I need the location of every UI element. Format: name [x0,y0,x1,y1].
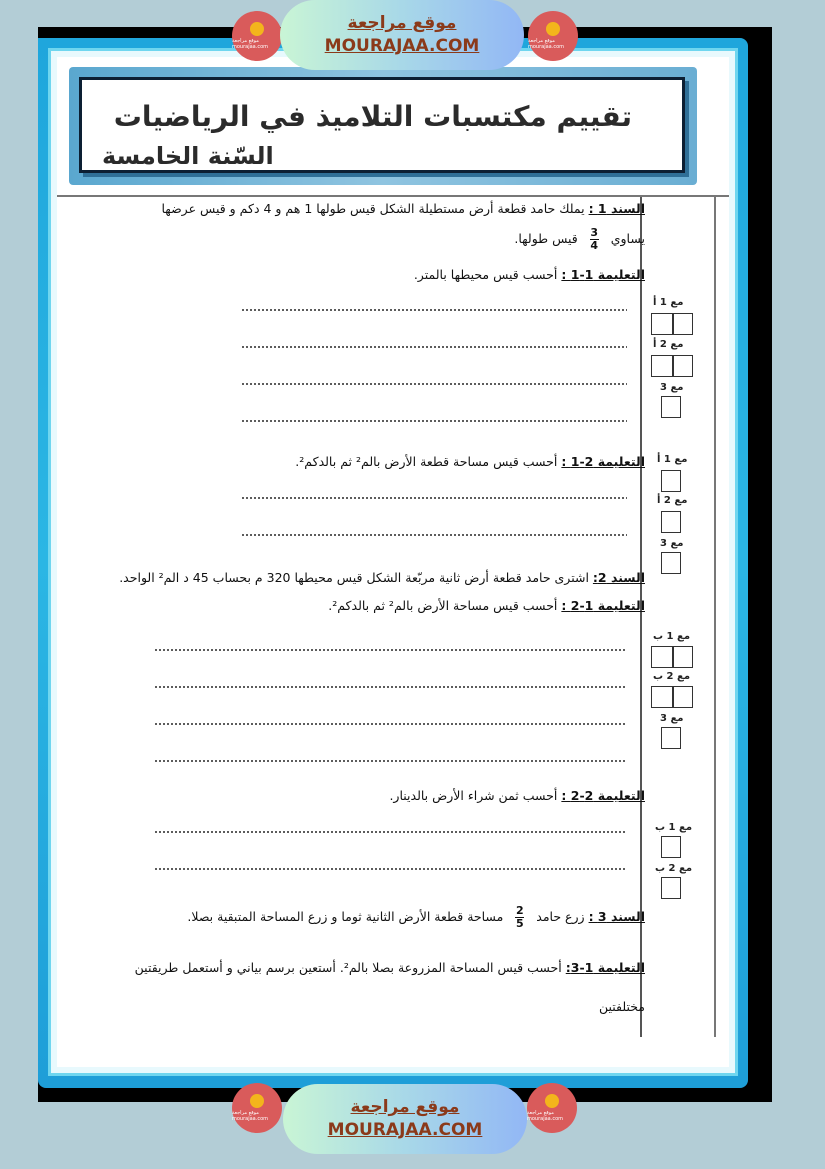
score-box-double[interactable] [651,313,693,335]
task2-2-text: أحسب ثمن شراء الأرض بالدينار. [389,788,558,803]
page-subtitle: السّنة الخامسة [102,142,274,170]
sanad1-line2 [514,227,645,252]
fraction-3-4 [590,227,599,252]
sanad1-label: السند 1 : [588,201,645,216]
answer-line[interactable] [241,346,627,348]
site-name-arabic[interactable]: موقع مراجعة [347,13,457,33]
score-box[interactable] [661,727,681,749]
criterion-label: مع 1 ب [653,631,691,642]
task1-1 [414,267,645,282]
score-box[interactable] [661,511,681,533]
criterion-label: مع 1 أ [653,297,684,308]
answer-line[interactable] [154,686,627,688]
header-divider [57,195,729,197]
task2-1-label: التعليمة 1-2 : [561,598,645,613]
sanad3 [187,905,645,930]
site-banner-top[interactable] [280,0,524,70]
score-box-double[interactable] [651,686,693,708]
criterion-label: مع 1 أ [657,454,688,465]
task3-1-text-cont: مختلفتين [598,999,645,1014]
answer-line[interactable] [154,868,627,870]
score-box[interactable] [661,836,681,858]
task2-2 [389,788,645,803]
answer-line[interactable] [241,383,627,385]
answer-line[interactable] [241,420,627,422]
header-box [79,77,685,173]
score-box[interactable] [661,396,681,418]
score-box-double[interactable] [651,646,693,668]
task3-1-label: التعليمة 1-3: [565,960,645,975]
task1-1-label: التعليمة 1-1 : [561,267,645,282]
badge-text: موقع مراجعة mourajaa.com [232,38,269,50]
task2-2-label: التعليمة 2-2 : [561,788,645,803]
page-title: تقييم مكتسبات التلاميذ في الرياضيات [113,100,632,133]
answer-line[interactable] [241,497,627,499]
site-badge-right-bottom[interactable] [527,1083,577,1133]
answer-line[interactable] [154,760,627,762]
page-frame-inner [48,48,738,1076]
criterion-label: مع 2 ب [655,863,693,874]
answer-line[interactable] [241,534,627,536]
task1-2-text: أحسب قيس مساحة قطعة الأرض بالم² ثم بالدكم². [295,454,558,469]
page-right-border [714,197,716,1037]
sanad3-text-pre: زرع حامد [536,909,585,924]
site-badge-left-top[interactable] [232,11,282,61]
book-logo-icon [545,1094,559,1108]
fraction-denominator: 4 [590,239,599,252]
sanad2-label: السند 2: [592,570,645,585]
score-box[interactable] [661,877,681,899]
fraction-numerator: 3 [590,226,599,239]
badge-text: موقع مراجعة mourajaa.com [528,38,565,50]
criterion-label: مع 3 [660,713,684,724]
badge-text: موقع مراجعة mourajaa.com [527,1110,564,1122]
badge-text: موقع مراجعة mourajaa.com [232,1110,269,1122]
sanad3-text-post: مساحة قطعة الأرض الثانية ثوما و زرع المساحة المتبقية بصلا. [187,909,504,924]
book-logo-icon [546,22,560,36]
task1-2 [295,454,645,469]
task3-1-text: أحسب قيس المساحة المزروعة بصلا بالم². أستعين برسم بياني و أستعمل طريقتين [134,960,562,975]
sanad1-line1 [162,201,646,216]
worksheet-page [57,57,729,1067]
task1-2-label: التعليمة 2-1 : [561,454,645,469]
sanad2-text: اشترى حامد قطعة أرض ثانية مربّعة الشكل قيس محيطها 320 م بحساب 45 د الم² الواحد. [119,570,589,585]
page-frame [38,38,748,1088]
fraction-2-5 [515,905,524,930]
criterion-label: مع 2 أ [657,495,688,506]
site-name-arabic[interactable]: موقع مراجعة [350,1097,460,1117]
task2-1-text: أحسب قيس مساحة الأرض بالم² ثم بالدكم². [328,598,558,613]
task2-1 [328,598,645,613]
answer-line[interactable] [154,723,627,725]
answer-line[interactable] [154,649,627,651]
sanad1-text-pre: يساوي [610,231,645,246]
site-banner-bottom[interactable] [283,1084,527,1154]
criterion-label: مع 3 [660,538,684,549]
score-box[interactable] [661,470,681,492]
score-box[interactable] [661,552,681,574]
fraction-numerator: 2 [515,904,524,917]
score-box-double[interactable] [651,355,693,377]
criterion-label: مع 2 ب [653,671,691,682]
fraction-denominator: 5 [515,917,524,930]
site-badge-left-bottom[interactable] [232,1083,282,1133]
site-name-latin[interactable]: MOURAJAA.COM [324,36,480,56]
site-badge-right-top[interactable] [528,11,578,61]
book-logo-icon [250,22,264,36]
site-name-latin[interactable]: MOURAJAA.COM [327,1120,483,1140]
answer-line[interactable] [241,309,627,311]
sanad2 [119,570,645,585]
header-banner [69,67,697,185]
task1-1-text: أحسب قيس محيطها بالمتر. [413,267,558,282]
sanad1-text-post: قيس طولها. [514,231,578,246]
criterion-label: مع 3 [660,382,684,393]
book-logo-icon [250,1094,264,1108]
sanad3-label: السند 3 : [588,909,645,924]
task3-1 [135,960,645,975]
answer-line[interactable] [154,831,627,833]
criterion-label: مع 1 ب [655,822,693,833]
sanad1-text: يملك حامد قطعة أرض مستطيلة الشكل قيس طولها 1 هم و 4 دكم و قيس عرضها [161,201,585,216]
criterion-label: مع 2 أ [653,339,684,350]
